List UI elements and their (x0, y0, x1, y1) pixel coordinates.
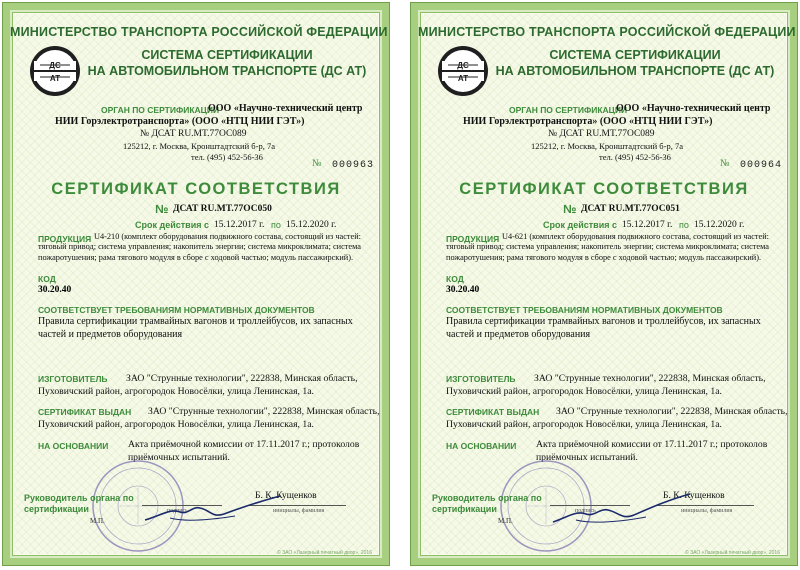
valid-to: 15.12.2020 г. (694, 220, 745, 230)
signer-name: Б. К. Кущенков (663, 491, 725, 501)
organ-name-line-1: ООО «Научно-технический центр (616, 103, 771, 114)
certificate-number: ДСАТ RU.MT.77ОС051 (581, 204, 680, 214)
handwritten-signature-icon (548, 488, 698, 528)
conformity-text: Правила сертификации трамвайных вагонов и троллейбусов, их запасных частей и предметов оборудования (446, 316, 761, 340)
issued-to-text: ЗАО "Струнные технологии", 222838, Минская область, Пуховичский район, агрогородок Новосёлки, улица Ленинская, 1а. (38, 406, 380, 430)
valid-to-label: по (271, 220, 281, 230)
manufacturer-label: ИЗГОТОВИТЕЛЬ (446, 374, 516, 384)
printer-footer: © ЗАО «Лазерный печатный двор», 2016 (685, 550, 780, 556)
organ-name-line-2: НИИ Горэлектротранспорта» (ООО «НТЦ НИИ ГЭТ») (463, 116, 713, 127)
organ-name-line-2: НИИ Горэлектротранспорта» (ООО «НТЦ НИИ ГЭТ») (55, 116, 305, 127)
head-of-organ-label: Руководитель органа по сертификации (24, 493, 134, 514)
dsat-logo-icon (436, 44, 490, 98)
system-heading (80, 47, 374, 79)
validity-label: Срок действия с (135, 220, 209, 230)
ministry-heading: МИНИСТЕРСТВО ТРАНСПОРТА РОССИЙСКОЙ ФЕДЕРАЦИИ (418, 25, 796, 39)
valid-from: 15.12.2017 г. (214, 220, 265, 230)
system-line-2: НА АВТОМОБИЛЬНОМ ТРАНСПОРТЕ (ДС АТ) (87, 64, 367, 78)
certificate-title: СЕРТИФИКАТ СООТВЕТСТВИЯ (459, 180, 749, 198)
name-caption: инициалы, фамилия (681, 508, 733, 514)
basis-label: НА ОСНОВАНИИ (38, 441, 109, 451)
certificate-title: СЕРТИФИКАТ СООТВЕТСТВИЯ (51, 180, 341, 198)
logo-text: ДС (49, 61, 61, 70)
logo-text: ДС (457, 61, 469, 70)
product-text: U4-210 (комплект оборудования подвижного состава, состоящий из частей: тяговый привод; система управления; накопитель энергии; система микроклимата; система пожаротушения; рама тягового модуля в сборе с ходовой частью; модуль пассажирский). (38, 232, 361, 262)
organ-registration: № ДСАТ RU.MT.77ОС089 (548, 129, 655, 139)
validity-label: Срок действия с (543, 220, 617, 230)
dsat-logo-icon (28, 44, 82, 98)
system-heading (488, 47, 782, 79)
certificate-number: ДСАТ RU.MT.77ОС050 (173, 204, 272, 214)
serial-label: № (312, 158, 322, 169)
svg-text:АТ: АТ (49, 74, 61, 83)
organ-label: ОРГАН ПО СЕРТИФИКАЦИИ (509, 105, 628, 115)
product-label: ПРОДУКЦИЯ (38, 234, 92, 244)
serial-number: 000963 (332, 160, 375, 171)
valid-to-label: по (679, 220, 689, 230)
signature-caption: подпись (575, 508, 596, 514)
valid-to: 15.12.2020 г. (286, 220, 337, 230)
code-value: 30.20.40 (38, 285, 72, 295)
code-value: 30.20.40 (446, 285, 480, 295)
conformity-label: СООТВЕТСТВУЕТ ТРЕБОВАНИЯМ НОРМАТИВНЫХ ДОКУМЕНТОВ (38, 305, 315, 315)
signature-caption: подпись (167, 508, 188, 514)
valid-from: 15.12.2017 г. (622, 220, 673, 230)
seal-place: М.П. (498, 517, 513, 525)
issued-to-label: СЕРТИФИКАТ ВЫДАН (446, 407, 540, 417)
head-of-organ-label: Руководитель органа по сертификации (432, 493, 542, 514)
handwritten-signature-icon (140, 488, 290, 528)
seal-place: М.П. (90, 517, 105, 525)
number-label: № (155, 202, 169, 216)
certificate-right (411, 3, 797, 565)
product-label: ПРОДУКЦИЯ (446, 234, 500, 244)
organ-registration: № ДСАТ RU.MT.77ОС089 (140, 129, 247, 139)
manufacturer-label: ИЗГОТОВИТЕЛЬ (38, 374, 108, 384)
ministry-heading: МИНИСТЕРСТВО ТРАНСПОРТА РОССИЙСКОЙ ФЕДЕРАЦИИ (10, 25, 388, 39)
organ-address: 125212, г. Москва, Кронштадтский б-р, 7а (531, 141, 683, 151)
basis-text: Акта приёмочной комиссии от 17.11.2017 г.; протоколов приёмочных испытаний. (128, 439, 360, 463)
svg-text:АТ: АТ (457, 74, 469, 83)
organ-phone: тел. (495) 452-56-36 (191, 152, 263, 162)
system-line-1: СИСТЕМА СЕРТИФИКАЦИИ (141, 48, 313, 62)
conformity-label: СООТВЕТСТВУЕТ ТРЕБОВАНИЯМ НОРМАТИВНЫХ ДОКУМЕНТОВ (446, 305, 723, 315)
issued-to-label: СЕРТИФИКАТ ВЫДАН (38, 407, 132, 417)
serial-number: 000964 (740, 160, 783, 171)
conformity-text: Правила сертификации трамвайных вагонов и троллейбусов, их запасных частей и предметов оборудования (38, 316, 353, 340)
serial-label: № (720, 158, 730, 169)
signer-name: Б. К. Кущенков (255, 491, 317, 501)
manufacturer-text: ЗАО "Струнные технологии", 222838, Минская область, Пуховичский район, агрогородок Новосёлки, улица Ленинская, 1а. (446, 373, 766, 397)
organ-name-line-1: ООО «Научно-технический центр (208, 103, 363, 114)
product-text: U4-621 (комплект оборудования подвижного состава, состоящий из частей: тяговый привод; система управления; накопитель энергии; система микроклимата; система пожаротушения; рама тягового модуля в сборе с ходовой частью; модуль пассажирский). (446, 232, 769, 262)
system-line-2: НА АВТОМОБИЛЬНОМ ТРАНСПОРТЕ (ДС АТ) (495, 64, 775, 78)
manufacturer-text: ЗАО "Струнные технологии", 222838, Минская область, Пуховичский район, агрогородок Новосёлки, улица Ленинская, 1а. (38, 373, 358, 397)
number-label: № (563, 202, 577, 216)
name-caption: инициалы, фамилия (273, 508, 325, 514)
organ-phone: тел. (495) 452-56-36 (599, 152, 671, 162)
printer-footer: © ЗАО «Лазерный печатный двор», 2016 (277, 550, 372, 556)
certificate-left (3, 3, 389, 565)
organ-address: 125212, г. Москва, Кронштадтский б-р, 7а (123, 141, 275, 151)
issued-to-text: ЗАО "Струнные технологии", 222838, Минская область, Пуховичский район, агрогородок Новосёлки, улица Ленинская, 1а. (446, 406, 788, 430)
code-label: КОД (38, 274, 56, 284)
code-label: КОД (446, 274, 464, 284)
basis-label: НА ОСНОВАНИИ (446, 441, 517, 451)
organ-label: ОРГАН ПО СЕРТИФИКАЦИИ (101, 105, 220, 115)
basis-text: Акта приёмочной комиссии от 17.11.2017 г.; протоколов приёмочных испытаний. (536, 439, 768, 463)
system-line-1: СИСТЕМА СЕРТИФИКАЦИИ (549, 48, 721, 62)
